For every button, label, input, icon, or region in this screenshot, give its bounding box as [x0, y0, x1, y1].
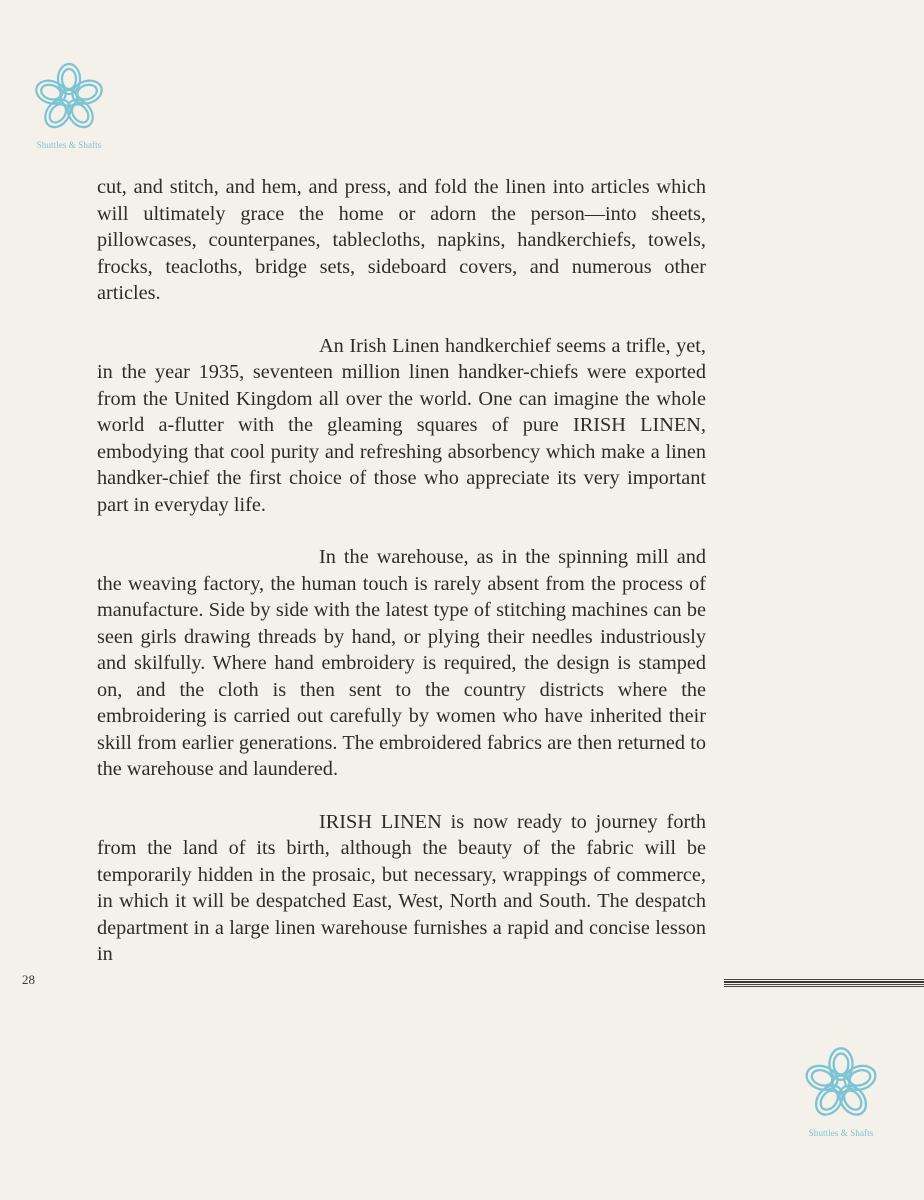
page-number: 28 — [22, 972, 35, 987]
decorative-rule — [724, 979, 924, 987]
paragraph-4: IRISH LINEN is now ready to journey forth from the land of its birth, although the beauty of the fabric will be temporarily hidden in the prosaic, but necessary, wrappings of commerce, in which it will be despatched East, West, North and South. The despatch department in a large linen warehouse furnishes a rapid and concise lesson in — [97, 810, 706, 965]
paragraph-1: cut, and stitch, and hem, and press, and fold the linen into articles which will ultimately grace the home or adorn the person—into sheets, pillowcases, counterpanes, tablecloths, napkins, handkerchiefs, towels, frocks, teacloths, bridge sets, sideboard covers, and numerous other articles. — [97, 176, 706, 304]
logo-caption: Shuttles & Shafts — [36, 140, 102, 150]
paragraph-3: In the warehouse, as in the spinning mill and the weaving factory, the human touch is rarely absent from the process of manufacture. Side by side with the latest type of stitching machines can be seen girls drawing threads by hand, or plying their needles industriously and skilfully. Where hand embroidery is required, the design is stamped on, and the cloth is then sent to the country districts where the embroidering is carried out carefully by women who have inherited their skill from earlier generations. The embroidered fabrics are then returned to the warehouse and laundered. — [97, 546, 706, 780]
shuttles-shafts-logo-top — [21, 58, 117, 150]
paragraph-2: An Irish Linen handkerchief seems a trifle, yet, in the year 1935, seventeen million linen handker-chiefs were exported from the United Kingdom all over the world. One can imagine the whole world a-flutter with the gleaming squares of pure IRISH LINEN, embodying that cool purity and refreshing absorbency which make a linen handker-chief the first choice of those who appreciate its very important part in everyday life. — [97, 334, 706, 516]
shuttles-shafts-logo-bottom — [793, 1042, 889, 1138]
knot-flower-icon — [799, 1042, 883, 1126]
knot-flower-icon — [29, 58, 109, 138]
logo-caption: Shuttles & Shafts — [808, 1128, 874, 1138]
body-text — [97, 174, 706, 994]
